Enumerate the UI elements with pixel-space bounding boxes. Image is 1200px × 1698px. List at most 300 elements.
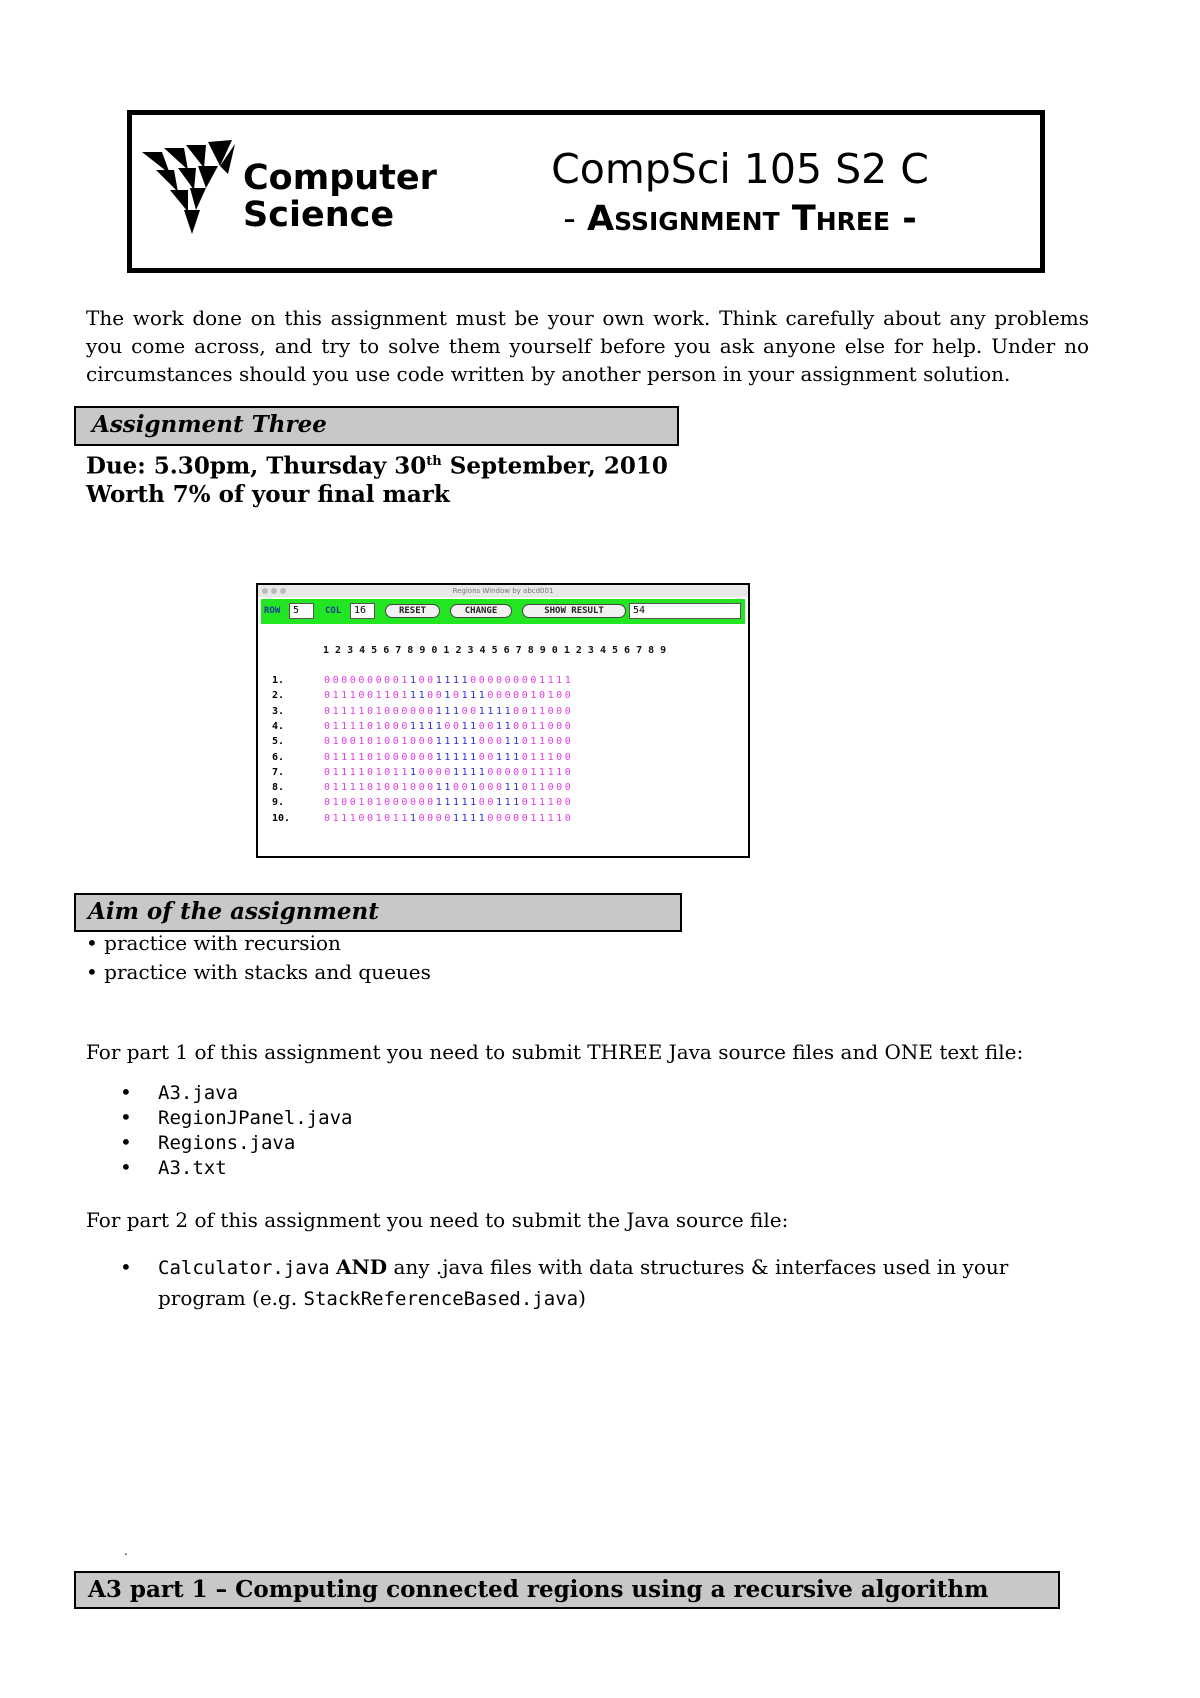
grid-cell: 0 <box>358 812 365 824</box>
due-suffix: September, 2010 <box>441 452 668 480</box>
grid-cell: 0 <box>487 766 494 778</box>
grid-cell: 1 <box>435 797 442 809</box>
grid-cell: 0 <box>564 766 571 778</box>
grid-cell: 0 <box>513 720 520 732</box>
grid-cell: 0 <box>384 812 391 824</box>
grid-cell: 0 <box>366 736 374 748</box>
part2-and: AND <box>335 1255 388 1279</box>
maximize-window-icon[interactable] <box>280 588 286 594</box>
grid-cell: 0 <box>427 736 434 748</box>
grid-cell: 0 <box>564 782 571 794</box>
grid-cell: 1 <box>461 812 468 824</box>
grid-cell: 1 <box>409 720 417 732</box>
grid-cell: 1 <box>349 812 356 824</box>
grid-cell: 0 <box>427 797 434 809</box>
grid-cell: 1 <box>564 675 571 686</box>
grid-cell: 1 <box>538 675 546 686</box>
grid-cell: 1 <box>452 705 460 717</box>
grid-cell: 1 <box>409 766 417 778</box>
grid-cell: 1 <box>530 736 537 748</box>
grid-cell: 0 <box>495 812 503 824</box>
grid-cell: 1 <box>538 705 546 717</box>
grid-cell: 1 <box>435 751 442 763</box>
grid-cell: 1 <box>452 675 460 686</box>
grid-cell: 1 <box>470 736 477 748</box>
grid-cell: 0 <box>427 766 434 778</box>
grid-row-label: 6. <box>272 751 285 763</box>
grid-cell: 0 <box>409 797 417 809</box>
logo-line-2: Science <box>243 195 395 235</box>
grid-cell: 1 <box>452 812 460 824</box>
grid-cell: 0 <box>366 797 374 809</box>
grid-cell: 0 <box>470 675 477 686</box>
grid-cell: 1 <box>547 675 554 686</box>
grid-cell: 0 <box>323 782 331 794</box>
grid-cell: 1 <box>392 812 399 824</box>
grid-row-label: 7. <box>272 766 285 778</box>
grid-cell: 0 <box>495 766 503 778</box>
file-name: RegionJPanel.java <box>158 1107 353 1129</box>
bullet: • <box>120 1155 132 1179</box>
grid-cell: 0 <box>470 705 477 717</box>
grid-cell: 1 <box>444 690 451 702</box>
grid-cell: 0 <box>349 797 356 809</box>
grid-cell: 0 <box>487 675 494 686</box>
grid-cell: 1 <box>495 705 503 717</box>
part2-intro: For part 2 of this assignment you need to submit the Java source file: <box>86 1208 789 1232</box>
bullet: • <box>120 1080 132 1104</box>
section-heading-part1: A3 part 1 – Computing connected regions using a recursive algorithm <box>74 1571 1060 1609</box>
grid-cell: 0 <box>323 797 331 809</box>
close-window-icon[interactable] <box>262 588 268 594</box>
part2-file-name: Calculator.java <box>158 1257 330 1279</box>
grid-cell: 1 <box>478 812 485 824</box>
grid-cell: 1 <box>530 797 537 809</box>
grid-cell: 0 <box>323 720 331 732</box>
grid-cell: 1 <box>556 766 563 778</box>
grid-row-label: 2. <box>272 690 285 702</box>
file-list-item <box>120 1105 352 1131</box>
grid-cell: 0 <box>495 690 503 702</box>
grid-cell: 1 <box>470 812 477 824</box>
file-list-item <box>120 1130 295 1156</box>
aim-item: • practice with stacks and queues <box>86 960 431 984</box>
grid-cell: 1 <box>375 751 382 763</box>
grid-cell: 1 <box>375 797 382 809</box>
grid-row-label: 8. <box>272 782 285 794</box>
grid-cell: 1 <box>349 766 356 778</box>
grid-cell: 1 <box>435 736 442 748</box>
grid-cell: 1 <box>375 736 382 748</box>
grid-cell: 0 <box>478 675 485 686</box>
bullet: • <box>120 1255 132 1279</box>
grid-cell: 0 <box>452 720 460 732</box>
grid-cell: 1 <box>444 736 451 748</box>
grid-cell: 1 <box>538 720 546 732</box>
grid-cell: 0 <box>358 675 365 686</box>
col-label: COL <box>325 606 342 616</box>
grid-cell: 1 <box>341 705 348 717</box>
grid-cell: 1 <box>461 690 468 702</box>
grid-cell: 1 <box>332 797 339 809</box>
grid-cell: 1 <box>452 797 460 809</box>
grid-cell: 0 <box>349 675 356 686</box>
grid-cell: 1 <box>470 720 477 732</box>
grid-cell: 0 <box>427 751 434 763</box>
grid-cell: 1 <box>435 720 442 732</box>
grid-cell: 1 <box>349 782 356 794</box>
grid-cell: 0 <box>478 720 485 732</box>
toolbar <box>261 599 745 624</box>
grid-cell: 1 <box>487 705 494 717</box>
grid-cell: 0 <box>418 675 425 686</box>
grid-cell: 1 <box>358 736 365 748</box>
grid-cell: 0 <box>384 766 391 778</box>
assignment-title-name: Assignment Three <box>587 199 891 239</box>
grid-cell: 1 <box>461 751 468 763</box>
grid-cell: 0 <box>418 736 425 748</box>
grid-cell: 0 <box>513 766 520 778</box>
grid-cell: 1 <box>435 782 442 794</box>
grid-cell: 0 <box>521 812 528 824</box>
grid-cell: 1 <box>547 766 554 778</box>
grid-cell: 0 <box>384 736 391 748</box>
row-label: ROW <box>264 606 281 616</box>
grid-cell: 1 <box>470 690 477 702</box>
grid-cell: 0 <box>366 766 374 778</box>
grid-cell: 0 <box>418 797 425 809</box>
minimize-window-icon[interactable] <box>271 588 277 594</box>
change-button[interactable]: CHANGE <box>450 604 512 618</box>
grid-cell: 0 <box>564 797 571 809</box>
grid-cell: 1 <box>409 675 417 686</box>
window-title: Regions Window by abcd001 <box>452 587 554 595</box>
grid-cell: 1 <box>341 690 348 702</box>
grid-cell: 1 <box>375 766 382 778</box>
grid-cell: 1 <box>504 751 511 763</box>
grid-cell: 0 <box>323 690 331 702</box>
grid-cell: 1 <box>341 782 348 794</box>
grid-cell: 1 <box>470 751 477 763</box>
grid-cell: 0 <box>461 705 468 717</box>
grid-cell: 0 <box>366 720 374 732</box>
grid-cell: 1 <box>384 690 391 702</box>
file-list-item <box>120 1080 238 1106</box>
grid-cell: 1 <box>513 797 520 809</box>
grid-cell: 0 <box>444 766 451 778</box>
grid-cell: 1 <box>444 782 451 794</box>
grid-cell: 0 <box>366 751 374 763</box>
grid-cell: 0 <box>427 782 434 794</box>
grid-cell: 1 <box>470 797 477 809</box>
grid-cell: 1 <box>341 751 348 763</box>
grid-cell: 1 <box>538 751 546 763</box>
grid-cell: 1 <box>349 690 356 702</box>
grid-cell: 0 <box>478 751 485 763</box>
grid-cell: 1 <box>538 766 546 778</box>
show-result-button[interactable]: SHOW RESULT <box>522 604 626 618</box>
grid-cell: 0 <box>521 736 528 748</box>
grid-cell: 0 <box>504 766 511 778</box>
grid-cell: 1 <box>444 797 451 809</box>
grid-cell: 0 <box>564 751 571 763</box>
grid-cell: 0 <box>521 782 528 794</box>
grid-cell: 0 <box>435 690 442 702</box>
grid-cell: 1 <box>418 720 425 732</box>
course-title: CompSci 105 S2 C <box>551 145 929 193</box>
grid-cell: 1 <box>470 782 477 794</box>
grid-cell: 0 <box>418 705 425 717</box>
grid-cell: 1 <box>418 690 425 702</box>
grid-cell: 0 <box>478 797 485 809</box>
reset-button[interactable]: RESET <box>385 604 440 618</box>
grid-cell: 0 <box>556 705 563 717</box>
grid-cell: 0 <box>521 720 528 732</box>
grid-cell: 0 <box>401 720 408 732</box>
grid-cell: 1 <box>478 705 485 717</box>
grid-cell: 1 <box>332 736 339 748</box>
grid-cell: 1 <box>530 766 537 778</box>
aim-item: • practice with recursion <box>86 931 341 955</box>
grid-cell: 0 <box>384 751 391 763</box>
grid-cell: 1 <box>461 720 468 732</box>
grid-cell: 1 <box>538 782 546 794</box>
grid-cell: 1 <box>332 751 339 763</box>
grid-cell: 1 <box>341 812 348 824</box>
grid-cell: 0 <box>452 782 460 794</box>
due-date <box>86 446 668 483</box>
grid-cell: 1 <box>392 766 399 778</box>
regions-app-window <box>256 583 750 858</box>
grid-cell: 1 <box>547 751 554 763</box>
grid-cell: 1 <box>358 797 365 809</box>
section-heading-aim: Aim of the assignment <box>74 893 682 932</box>
grid-row-label: 1. <box>272 675 285 686</box>
grid-cell: 0 <box>332 675 339 686</box>
grid-cell: 0 <box>384 797 391 809</box>
grid-cell: 1 <box>470 766 477 778</box>
grid-cell: 0 <box>392 720 399 732</box>
grid-cell: 0 <box>358 690 365 702</box>
grid-cell: 0 <box>435 812 442 824</box>
grid-cell: 0 <box>487 720 494 732</box>
grid-cell: 0 <box>564 736 571 748</box>
grid-cell: 0 <box>323 751 331 763</box>
grid-cell: 0 <box>323 812 331 824</box>
file-name: Regions.java <box>158 1132 296 1154</box>
part1-intro: For part 1 of this assignment you need to submit THREE Java source files and ONE text file: <box>86 1040 1024 1064</box>
grid-cell: 1 <box>513 751 520 763</box>
grid-cell: 0 <box>495 782 503 794</box>
part2-cont-suffix: ) <box>578 1286 586 1310</box>
grid-cell: 0 <box>513 705 520 717</box>
grid-cell: 1 <box>409 812 417 824</box>
grid-cell: 1 <box>341 766 348 778</box>
grid-cell: 0 <box>349 736 356 748</box>
grid-cell: 0 <box>478 782 485 794</box>
grid-cell: 0 <box>392 736 399 748</box>
grid-cell: 0 <box>547 782 554 794</box>
grid-cell: 1 <box>495 720 503 732</box>
grid-cell: 0 <box>427 812 434 824</box>
grid-cell: 1 <box>444 705 451 717</box>
grid-cell: 1 <box>375 812 382 824</box>
grid-cell: 0 <box>392 690 399 702</box>
grid-cell: 1 <box>401 766 408 778</box>
grid-cell: 1 <box>332 812 339 824</box>
row-input[interactable]: 5 <box>289 603 314 619</box>
grid-cell: 1 <box>401 690 408 702</box>
grid-cell: 1 <box>538 736 546 748</box>
grid-cell: 1 <box>461 766 468 778</box>
grid-cell: 1 <box>452 766 460 778</box>
grid-cell: 1 <box>530 705 537 717</box>
grid-cell: 0 <box>478 736 485 748</box>
col-input[interactable]: 16 <box>350 603 375 619</box>
grid-cell: 0 <box>427 690 434 702</box>
grid-cell: 0 <box>547 705 554 717</box>
grid-cell: 0 <box>538 690 546 702</box>
grid-cell: 0 <box>341 675 348 686</box>
grid-cell: 0 <box>521 705 528 717</box>
grid-cell: 0 <box>366 690 374 702</box>
grid-cell: 0 <box>392 705 399 717</box>
grid-cell: 1 <box>341 720 348 732</box>
grid-cell: 1 <box>461 736 468 748</box>
logo-text <box>243 160 437 234</box>
grid-cell: 1 <box>358 705 365 717</box>
file-list-item <box>120 1155 227 1181</box>
grid-cell: 1 <box>375 690 382 702</box>
grid-cell: 0 <box>504 690 511 702</box>
grid-cell: 0 <box>366 812 374 824</box>
grid-cell: 0 <box>409 705 417 717</box>
grid-cell: 1 <box>349 705 356 717</box>
grid-cell: 1 <box>435 705 442 717</box>
grid-cell: 0 <box>487 797 494 809</box>
grid-cell: 0 <box>495 736 503 748</box>
grid-cell: 1 <box>547 690 554 702</box>
assignment-title-suffix: - <box>890 199 917 239</box>
grid-cell: 0 <box>323 766 331 778</box>
grid-cell: 1 <box>332 782 339 794</box>
grid-cell: 1 <box>556 675 563 686</box>
grid-cell: 1 <box>401 736 408 748</box>
logo-line-1: Computer <box>243 158 437 198</box>
grid-cell: 0 <box>323 675 331 686</box>
grid-cell: 0 <box>384 720 391 732</box>
grid-cell: 0 <box>513 675 520 686</box>
grid-cell: 1 <box>530 720 537 732</box>
grid-cell: 0 <box>401 797 408 809</box>
grid-cell: 0 <box>409 736 417 748</box>
grid-cell: 0 <box>564 720 571 732</box>
grid-cell: 0 <box>392 751 399 763</box>
grid-cell: 0 <box>418 782 425 794</box>
section-heading-assignment: Assignment Three <box>74 406 679 446</box>
grid-cell: 1 <box>358 782 365 794</box>
grid-cell: 0 <box>547 736 554 748</box>
grid-cell: 1 <box>547 797 554 809</box>
grid-cell: 0 <box>547 720 554 732</box>
grid-cell: 1 <box>349 720 356 732</box>
grid-cell: 0 <box>487 736 494 748</box>
region-grid <box>258 625 748 856</box>
grid-cell: 1 <box>530 690 537 702</box>
grid-cell: 0 <box>564 705 571 717</box>
stray-dot: . <box>124 1544 128 1558</box>
grid-cell: 1 <box>513 782 520 794</box>
grid-cell: 0 <box>487 782 494 794</box>
grid-cell: 0 <box>401 705 408 717</box>
grid-row-label: 9. <box>272 797 285 809</box>
grid-cell: 1 <box>375 705 382 717</box>
grid-row-label: 4. <box>272 720 285 732</box>
grid-cell: 1 <box>332 690 339 702</box>
grid-row-label: 10. <box>272 812 291 824</box>
grid-cell: 0 <box>556 736 563 748</box>
grid-cell: 0 <box>323 705 331 717</box>
assignment-title <box>480 198 1000 240</box>
grid-cell: 0 <box>444 812 451 824</box>
grid-cell: 1 <box>504 782 511 794</box>
grid-cell: 1 <box>513 736 520 748</box>
grid-cell: 0 <box>556 782 563 794</box>
grid-cell: 1 <box>538 812 546 824</box>
grid-cell: 0 <box>366 705 374 717</box>
column-header: 1 2 3 4 5 6 7 8 9 0 1 2 3 4 5 6 7 8 9 0 1 2 3 4 5 6 7 8 9 <box>323 645 667 656</box>
grid-cell: 1 <box>530 751 537 763</box>
grid-cell: 0 <box>564 812 571 824</box>
grid-cell: 1 <box>461 797 468 809</box>
grid-cell: 0 <box>384 675 391 686</box>
grid-cell: 0 <box>418 751 425 763</box>
result-field[interactable]: 54 <box>629 603 741 619</box>
grid-cell: 1 <box>435 675 442 686</box>
grid-cell: 1 <box>358 720 365 732</box>
grid-cell: 0 <box>521 675 528 686</box>
window-titlebar <box>258 585 748 597</box>
intro-paragraph: The work done on this assignment must be your own work. Think carefully about any problems you come across, and try to solve them yourself before you ask anyone else for help. Under no circumstances should you use code written by another person in your assignment solution. <box>86 306 1089 386</box>
grid-cell: 1 <box>556 812 563 824</box>
grid-cell: 1 <box>401 782 408 794</box>
grid-cell: 1 <box>375 782 382 794</box>
grid-cell: 1 <box>444 675 451 686</box>
part2-continuation <box>120 1283 1040 1314</box>
grid-cell: 1 <box>530 782 537 794</box>
part2-example-file: StackReferenceBased.java <box>303 1288 579 1310</box>
grid-cell: 1 <box>530 812 537 824</box>
grid-cell: 1 <box>358 751 365 763</box>
grid-cell: 1 <box>332 720 339 732</box>
grid-cell: 0 <box>452 690 460 702</box>
grid-cell: 0 <box>461 782 468 794</box>
grid-cell: 1 <box>452 736 460 748</box>
grid-cell: 0 <box>556 797 563 809</box>
grid-cell: 0 <box>564 690 571 702</box>
grid-cell: 0 <box>409 751 417 763</box>
grid-cell: 0 <box>487 751 494 763</box>
grid-cell: 1 <box>504 736 511 748</box>
grid-cell: 0 <box>384 782 391 794</box>
grid-cell: 1 <box>478 766 485 778</box>
assignment-title-prefix: - <box>563 199 587 239</box>
grid-cell: 0 <box>366 782 374 794</box>
grid-cell: 0 <box>341 797 348 809</box>
grid-cell: 1 <box>504 705 511 717</box>
grid-cell: 1 <box>452 751 460 763</box>
grid-cell: 0 <box>401 751 408 763</box>
